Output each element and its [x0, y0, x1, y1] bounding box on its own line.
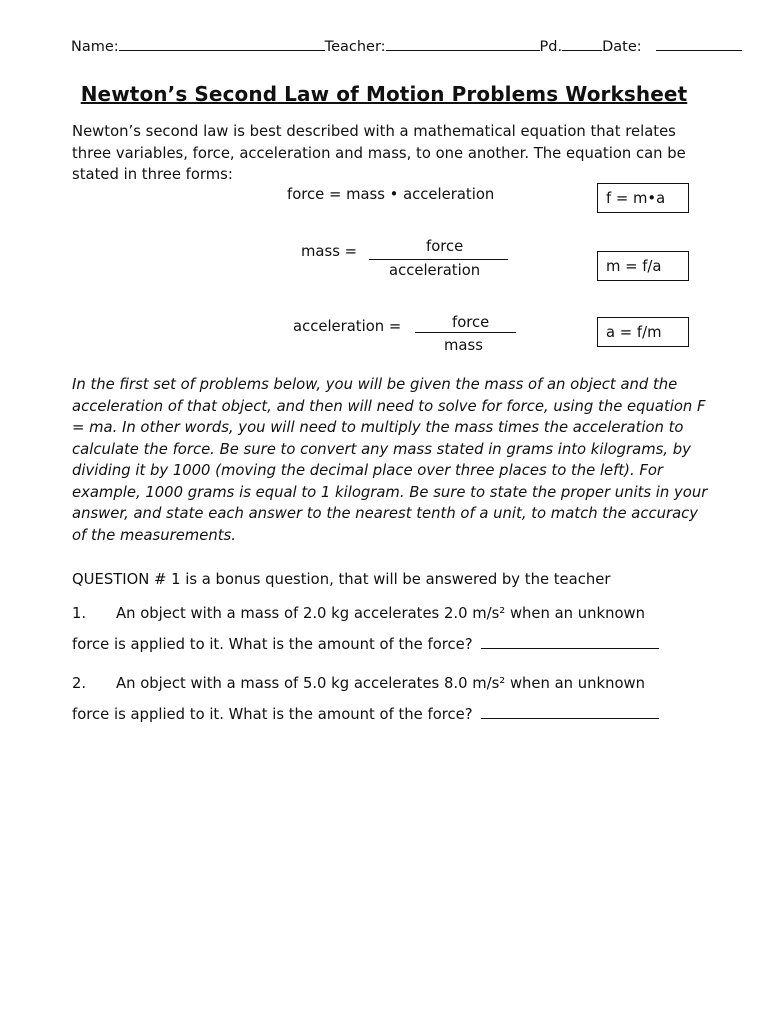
- question-1-answer-blank[interactable]: [481, 634, 659, 649]
- intro-paragraph: Newton’s second law is best described with a mathematical equation that relates three variables, force, acceleration and mass, to one another. The equation can be stated in three forms:: [72, 123, 686, 183]
- acceleration-fraction-bar: [415, 332, 516, 333]
- question-2-number: 2.: [72, 675, 87, 692]
- question-2-line-1: [72, 675, 645, 692]
- mass-fraction-bar: [369, 259, 508, 260]
- force-equation: force = mass • acceleration: [287, 186, 495, 203]
- question-1-text-line-1: An object with a mass of 2.0 kg accelerates 2.0 m/s² when an unknown: [116, 605, 645, 622]
- question-1-line-2: [72, 634, 659, 653]
- mass-equation-lhs: mass =: [301, 243, 358, 260]
- teacher-blank[interactable]: [386, 36, 540, 51]
- date-label: Date:: [602, 39, 642, 55]
- instructions-paragraph: In the first set of problems below, you will be given the mass of an object and the acceleration of that object, and then will need to solve for force, using the equation F = ma. In other words, you will need to multiply the mass times the acceleration to calculate the force. Be sure to convert any mass stated in grams into kilograms, by dividing it by 1000 (moving the decimal place over three places to the left). For example, 1000 grams is equal to 1 kilogram. Be sure to state the proper units in your answer, and state each answer to the nearest tenth of a unit, to match the accuracy of the measurements.: [72, 376, 708, 544]
- page-title: Newton’s Second Law of Motion Problems Worksheet: [80, 82, 688, 106]
- acceleration-fraction-denominator: mass: [444, 337, 483, 354]
- acceleration-fraction-numerator: force: [452, 314, 490, 331]
- acceleration-formula-box: a = f/m: [597, 317, 689, 347]
- question-2-text-line-1: An object with a mass of 5.0 kg accelerates 8.0 m/s² when an unknown: [116, 675, 645, 692]
- force-formula-box: f = m•a: [597, 183, 689, 213]
- acceleration-equation-lhs: acceleration =: [293, 318, 402, 335]
- mass-fraction-numerator: force: [426, 238, 464, 255]
- name-label: Name:: [71, 39, 119, 55]
- question-1-line-1: [72, 605, 645, 622]
- question-2-answer-blank[interactable]: [481, 704, 659, 719]
- teacher-label: Teacher:: [324, 39, 386, 55]
- bonus-note: QUESTION # 1 is a bonus question, that will be answered by the teacher: [72, 571, 611, 588]
- mass-formula-box: m = f/a: [597, 251, 689, 281]
- question-1-text-line-2: force is applied to it. What is the amount of the force?: [72, 636, 473, 653]
- question-2-text-line-2: force is applied to it. What is the amount of the force?: [72, 706, 473, 723]
- date-blank[interactable]: [656, 36, 742, 51]
- name-blank[interactable]: [119, 36, 325, 51]
- period-label: Pd.: [539, 39, 563, 55]
- question-1-number: 1.: [72, 605, 87, 622]
- question-2-line-2: [72, 704, 659, 723]
- period-blank[interactable]: [562, 36, 602, 51]
- header-fields: [71, 36, 742, 55]
- mass-fraction-denominator: acceleration: [389, 262, 481, 279]
